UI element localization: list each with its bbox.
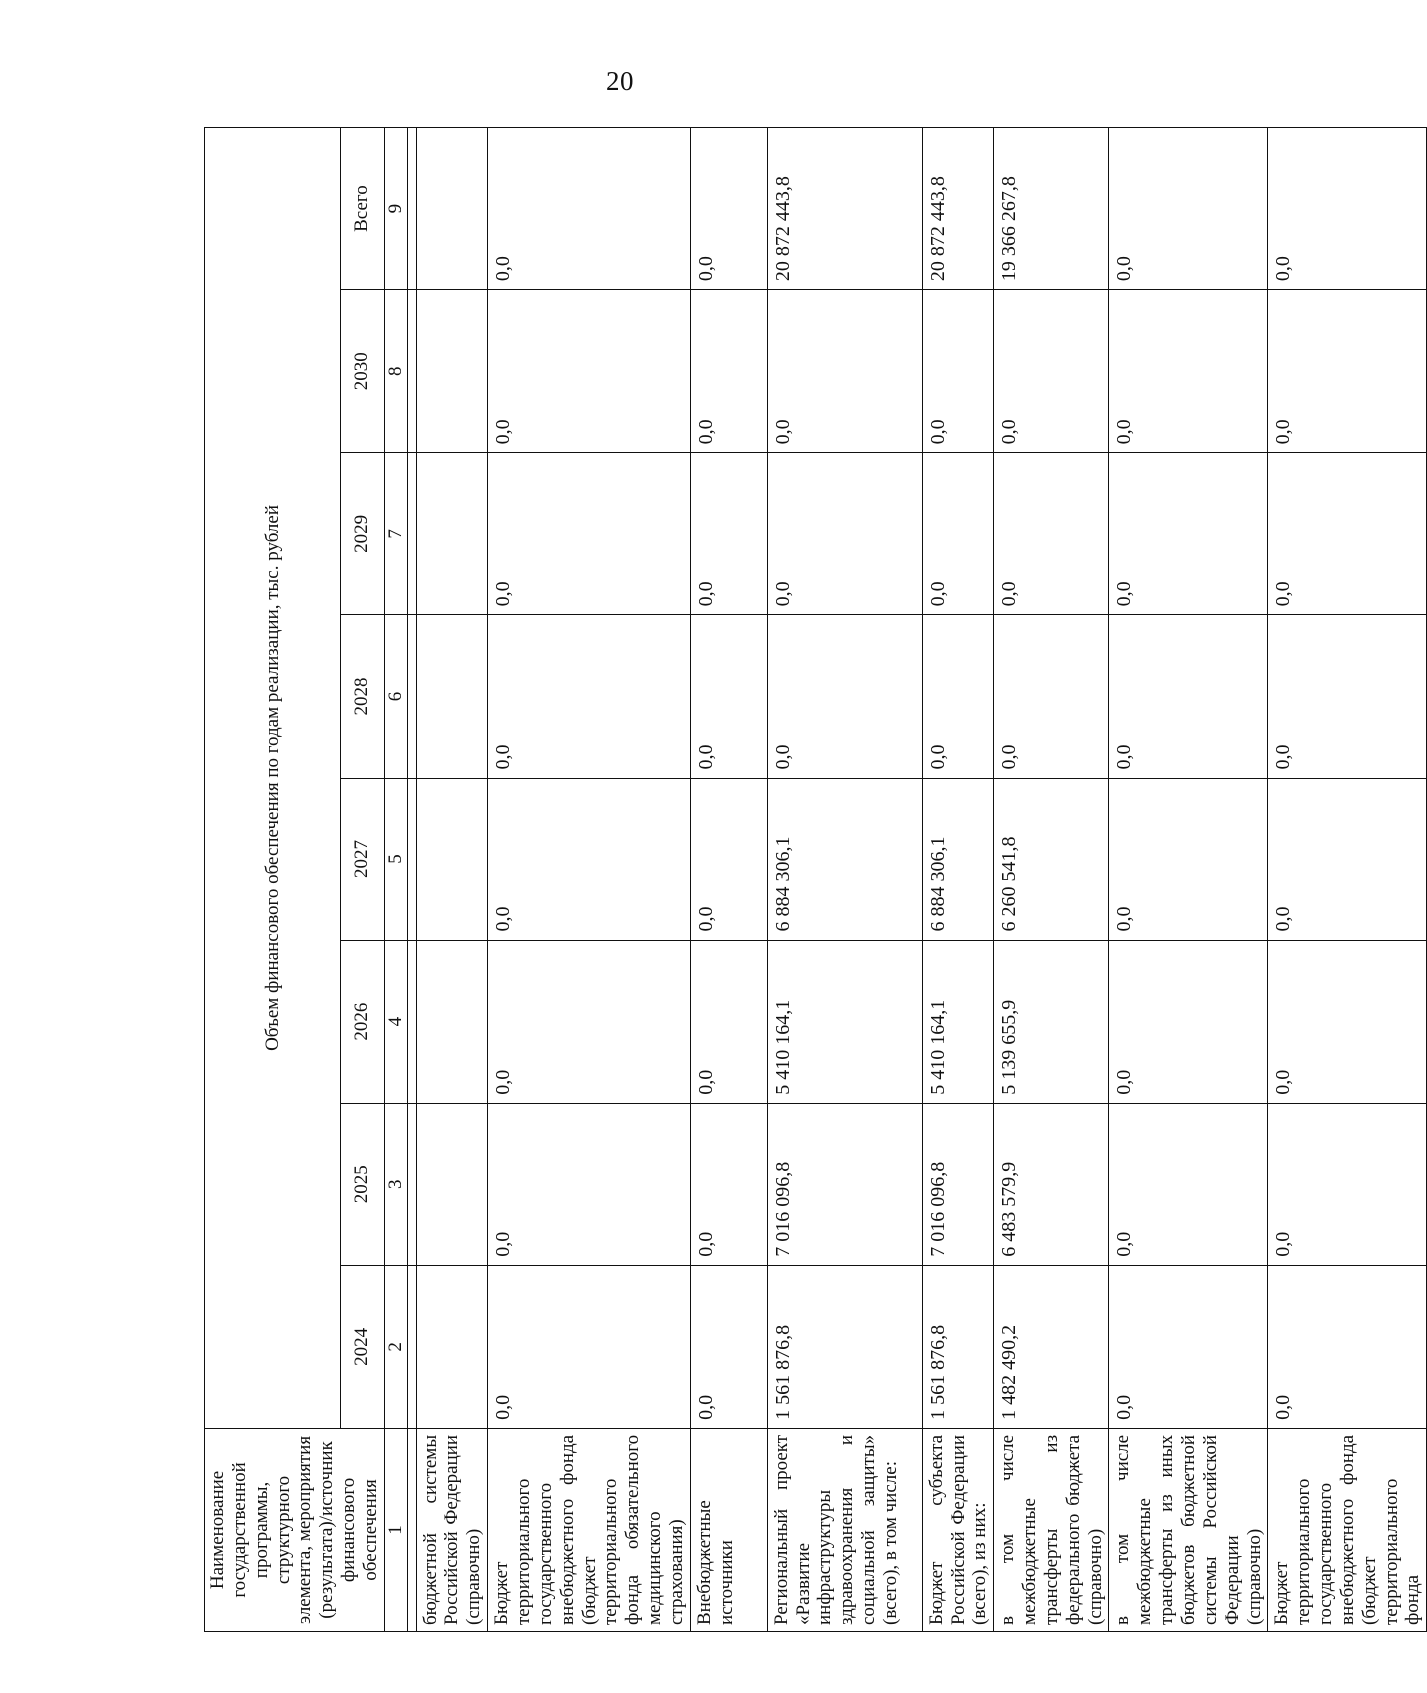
row-value: 0,0 [922,453,994,615]
row-value [416,290,488,453]
row-value [416,615,488,778]
row-value: 7 016 096,8 [767,1103,922,1265]
header-column-number: 9 [384,128,407,290]
row-value: 0,0 [488,778,691,940]
header-column-number: 8 [384,290,407,453]
row-name: бюджетной системы Российской Федерации (справочно) [416,1428,488,1631]
row-value: 5 410 164,1 [922,940,994,1103]
spacer-cell [407,290,416,453]
row-value: 0,0 [488,615,691,778]
table-body [205,128,1427,1632]
row-value: 0,0 [488,453,691,615]
table-row [922,128,994,1632]
row-value: 0,0 [767,453,922,615]
row-name: Региональный проект «Развитие инфраструктуры здравоохранения и социальной защиты» (всего), в том числе: [767,1428,922,1631]
header-column-numbers-row [384,128,407,1632]
header-year-2025: 2025 [340,1103,384,1265]
spacer-cell [407,778,416,940]
row-value: 0,0 [488,1103,691,1265]
row-value: 5 139 655,9 [994,940,1109,1103]
row-value: 0,0 [690,1103,767,1265]
row-value: 0,0 [1109,940,1268,1103]
row-value: 0,0 [994,615,1109,778]
header-column-number: 4 [384,940,407,1103]
header-column-number: 6 [384,615,407,778]
row-name: в том числе межбюджетные трансферты из иных бюджетов бюджетной системы Российской Федерации (справочно) [1109,1428,1268,1631]
row-value: 20 872 443,8 [922,128,994,290]
row-value: 0,0 [1268,778,1427,940]
header-year-2028: 2028 [340,615,384,778]
rotated-table-wrapper [204,127,1424,1632]
row-value: 0,0 [1268,290,1427,453]
row-value: 19 366 267,8 [994,128,1109,290]
financing-table [204,127,1427,1632]
row-value: 0,0 [1109,1103,1268,1265]
row-value: 0,0 [488,128,691,290]
row-value: 0,0 [690,128,767,290]
row-value: 6 884 306,1 [767,778,922,940]
spacer-cell [407,940,416,1103]
header-column-number: 1 [384,1428,407,1631]
table-row [690,128,767,1632]
header-year-total: Всего [340,128,384,290]
row-value: 7 016 096,8 [922,1103,994,1265]
row-value [416,1103,488,1265]
row-value: 0,0 [994,453,1109,615]
row-value: 0,0 [488,290,691,453]
row-value: 0,0 [1268,615,1427,778]
spacer-cell [407,1428,416,1631]
header-name-column: Наименование государственной программы, структурного элемента, мероприятия (результата)/источник финансового обеспечения [205,1428,385,1631]
row-value [416,128,488,290]
row-name: Бюджет территориального государственного внебюджетного фонда (бюджет территориального фонда [1268,1428,1427,1631]
row-value: 0,0 [922,290,994,453]
table-row [416,128,488,1632]
row-value: 0,0 [922,615,994,778]
row-value [416,940,488,1103]
row-value: 0,0 [690,778,767,940]
row-value: 20 872 443,8 [767,128,922,290]
row-value: 0,0 [1268,1265,1427,1428]
row-value: 0,0 [1109,778,1268,940]
table-row [1268,128,1427,1632]
row-value: 0,0 [1109,1265,1268,1428]
table-row [767,128,922,1632]
row-value: 6 884 306,1 [922,778,994,940]
spacer-cell [407,453,416,615]
row-value: 1 482 490,2 [994,1265,1109,1428]
row-value: 0,0 [1109,128,1268,290]
table-row [1109,128,1268,1632]
row-value: 5 410 164,1 [767,940,922,1103]
spacer-row [407,128,416,1632]
header-year-2024: 2024 [340,1265,384,1428]
row-value: 6 260 541,8 [994,778,1109,940]
row-value: 1 561 876,8 [767,1265,922,1428]
row-value: 0,0 [488,940,691,1103]
row-value [416,1265,488,1428]
row-value: 0,0 [1109,290,1268,453]
header-years-row [340,128,384,1632]
header-volume: Объем финансового обеспечения по годам реализации, тыс. рублей [205,128,341,1429]
row-value: 0,0 [767,290,922,453]
header-column-number: 3 [384,1103,407,1265]
row-value: 0,0 [767,615,922,778]
row-value: 0,0 [488,1265,691,1428]
row-value [416,453,488,615]
row-name: Бюджет территориального государственного внебюджетного фонда (бюджет территориального фонда обязательного медицинского страхования) [488,1428,691,1631]
row-value: 0,0 [1268,128,1427,290]
header-year-2030: 2030 [340,290,384,453]
row-value: 0,0 [1268,1103,1427,1265]
header-column-number: 2 [384,1265,407,1428]
row-value: 0,0 [690,290,767,453]
row-name: Внебюджетные источники [690,1428,767,1631]
header-year-2027: 2027 [340,778,384,940]
spacer-cell [407,128,416,290]
spacer-cell [407,615,416,778]
header-column-number: 7 [384,453,407,615]
spacer-cell [407,1103,416,1265]
row-value: 0,0 [690,615,767,778]
table-row [488,128,691,1632]
row-value: 6 483 579,9 [994,1103,1109,1265]
row-value: 0,0 [1268,940,1427,1103]
table-row [994,128,1109,1632]
header-column-number: 5 [384,778,407,940]
row-name: в том числе межбюджетные трансферты из федерального бюджета (справочно) [994,1428,1109,1631]
row-value: 1 561 876,8 [922,1265,994,1428]
row-value [416,778,488,940]
row-value: 0,0 [1109,615,1268,778]
row-value: 0,0 [690,453,767,615]
page-number: 20 [606,66,634,96]
spacer-cell [407,1265,416,1428]
row-value: 0,0 [690,1265,767,1428]
row-value: 0,0 [1109,453,1268,615]
header-year-2026: 2026 [340,940,384,1103]
header-year-2029: 2029 [340,453,384,615]
row-value: 0,0 [1268,453,1427,615]
row-name: Бюджет субъекта Российской Федерации (всего), из них: [922,1428,994,1631]
row-value: 0,0 [994,290,1109,453]
row-value: 0,0 [690,940,767,1103]
